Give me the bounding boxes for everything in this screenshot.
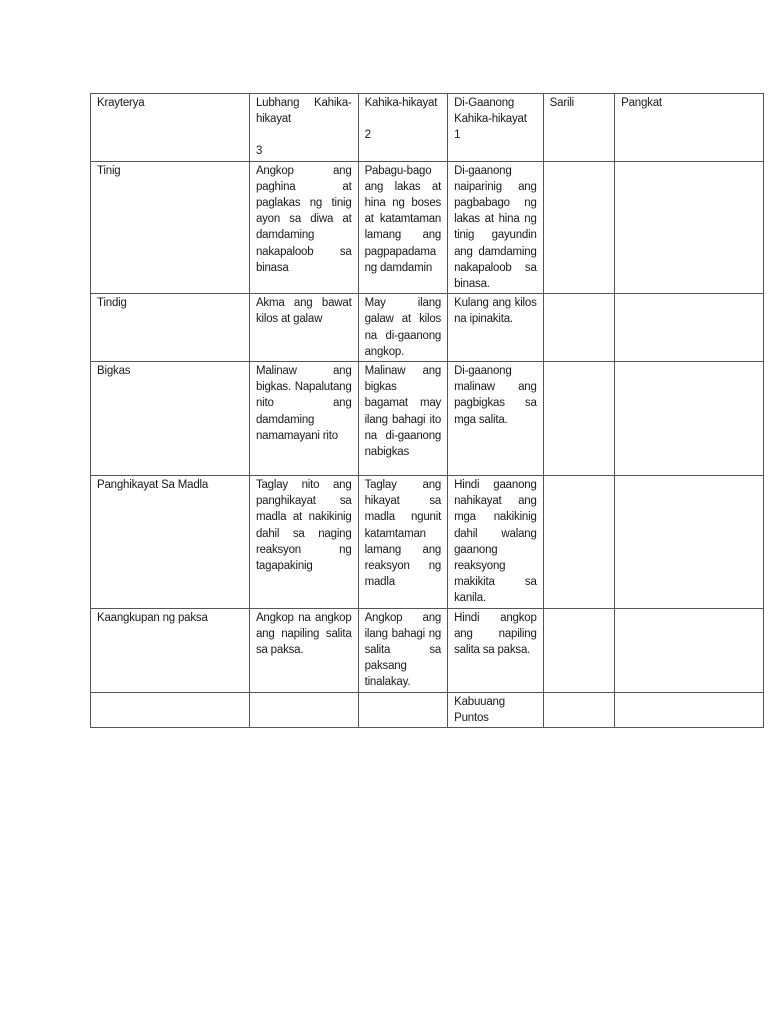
- total-self-score: [543, 692, 614, 727]
- row-criterion: Bigkas: [91, 362, 250, 476]
- row-self-score: [543, 362, 614, 476]
- row-criterion: Panghikayat Sa Madla: [91, 476, 250, 609]
- table-row: [91, 608, 764, 692]
- row-group-score: [615, 608, 764, 692]
- row-group-score: [615, 476, 764, 609]
- header-level1: [448, 94, 544, 162]
- total-label: Kabuuang Puntos: [448, 692, 544, 727]
- header-level3-score: 3: [255, 145, 263, 158]
- header-row: [91, 94, 764, 162]
- header-level1-label: Di-Gaanong Kahika-hikayat: [454, 97, 527, 126]
- header-group: Pangkat: [615, 94, 764, 162]
- table-row: [91, 476, 764, 609]
- row-level3: Angkop na angkop ang napiling salita sa paksa.: [249, 608, 358, 692]
- row-level1: Di-gaanong naiparinig ang pagbabago ng lakas at hina ng tinig gayundin ang damdaming nakapaloob sa binasa.: [448, 161, 544, 294]
- header-level1-score: 1: [454, 129, 461, 142]
- row-group-score: [615, 161, 764, 294]
- row-criterion: Tindig: [91, 294, 250, 362]
- row-level2: Malinaw ang bigkas bagamat may ilang bahagi ito na di-gaanong nabigkas: [358, 362, 448, 476]
- total-empty: [249, 692, 358, 727]
- row-level1: Kulang ang kilos na ipinakita.: [448, 294, 544, 362]
- table-row: [91, 362, 764, 476]
- header-level3-label: Lubhang Kahika-hikayat: [255, 97, 352, 126]
- header-level2-score: 2: [364, 129, 371, 142]
- header-level3: [249, 94, 358, 162]
- row-level2: Pabagu-bago ang lakas at hina ng boses at katamtaman lamang ang pagpapadama ng damdamin: [358, 161, 448, 294]
- total-empty: [358, 692, 448, 727]
- total-row: [91, 692, 764, 727]
- table-row: [91, 161, 764, 294]
- row-level1: Di-gaanong malinaw ang pagbigkas sa mga salita.: [448, 362, 544, 476]
- row-level3: Taglay nito ang panghikayat sa madla at nakikinig dahil sa naging reaksyon ng tagapakinig: [249, 476, 358, 609]
- header-level2-label: Kahika-hikayat: [364, 97, 438, 109]
- row-self-score: [543, 161, 614, 294]
- table-row: [91, 294, 764, 362]
- row-criterion: Kaangkupan ng paksa: [91, 608, 250, 692]
- row-level1: Hindi gaanong nahikayat ang mga nakikinig dahil walang gaanong reaksyong makikita sa kanila.: [448, 476, 544, 609]
- row-level1: Hindi angkop ang napiling salita sa paksa.: [448, 608, 544, 692]
- total-empty: [91, 692, 250, 727]
- row-group-score: [615, 294, 764, 362]
- total-group-score: [615, 692, 764, 727]
- row-level2: Angkop ang ilang bahagi ng salita sa paksang tinalakay.: [358, 608, 448, 692]
- row-criterion: Tinig: [91, 161, 250, 294]
- row-group-score: [615, 362, 764, 476]
- row-level3: Akma ang bawat kilos at galaw: [249, 294, 358, 362]
- row-level3: Angkop ang paghina at paglakas ng tinig ayon sa diwa at damdaming nakapaloob sa binasa: [249, 161, 358, 294]
- row-level2: Taglay ang hikayat sa madla ngunit katamtaman lamang ang reaksyon ng madla: [358, 476, 448, 609]
- row-self-score: [543, 476, 614, 609]
- header-self: Sarili: [543, 94, 614, 162]
- rubric-table: [90, 93, 764, 728]
- header-level2: [358, 94, 448, 162]
- row-level3: Malinaw ang bigkas. Napalutang nito ang damdaming namamayani rito: [249, 362, 358, 476]
- row-level2: May ilang galaw at kilos na di-gaanong angkop.: [358, 294, 448, 362]
- header-criteria: Krayterya: [91, 94, 250, 162]
- row-self-score: [543, 294, 614, 362]
- row-self-score: [543, 608, 614, 692]
